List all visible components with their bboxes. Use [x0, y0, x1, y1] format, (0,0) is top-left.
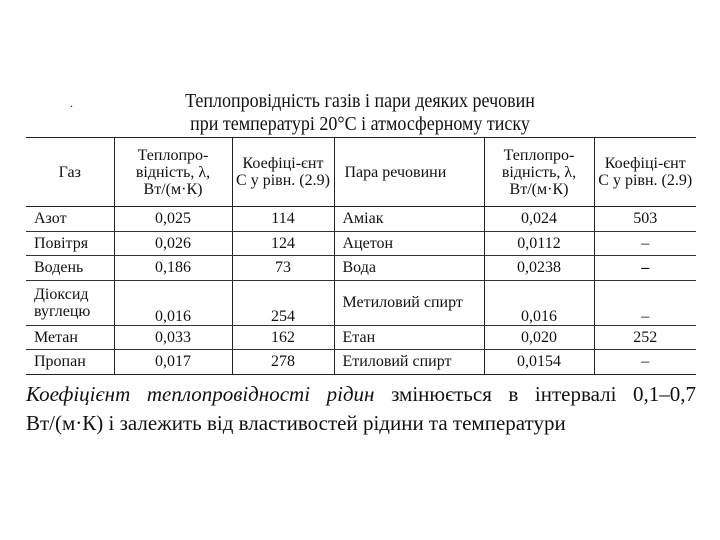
gas-name: Метан — [26, 325, 114, 350]
vapor-conductivity: 0,0154 — [484, 350, 594, 375]
title-line-1: Теплопровідність газів і пари деяких речовин — [185, 90, 535, 112]
vapor-conductivity: 0,024 — [484, 207, 594, 232]
vapor-name: Вода — [334, 256, 484, 281]
paragraph-text: змінюється в інтервалі 0,1–0,7 Вт/(м·К) і залежить від властивостей рідини та температури — [26, 382, 696, 435]
vapor-conductivity: 0,0112 — [484, 231, 594, 256]
body-paragraph — [26, 380, 696, 438]
gas-name: Водень — [26, 256, 114, 281]
gas-coefficient: 124 — [232, 231, 334, 256]
gas-coefficient: 114 — [232, 207, 334, 232]
gas-conductivity: 0,026 — [114, 231, 232, 256]
vapor-coefficient: – — [594, 231, 696, 256]
vapor-conductivity: 0,016 — [484, 280, 594, 325]
gas-conductivity: 0,033 — [114, 325, 232, 350]
gas-coefficient: 162 — [232, 325, 334, 350]
vapor-coefficient: 252 — [594, 325, 696, 350]
gas-coefficient: 254 — [232, 280, 334, 325]
gas-name: Пропан — [26, 350, 114, 375]
vapor-name: Аміак — [334, 207, 484, 232]
vapor-conductivity: 0,0238 — [484, 256, 594, 281]
vapor-name: Етан — [334, 325, 484, 350]
gas-name: Повітря — [26, 231, 114, 256]
table-row — [26, 350, 696, 375]
gas-name: Діоксид вуглецю — [26, 280, 114, 325]
header-conductivity-gas: Теплопро-відність, λ, Вт/(м·К) — [114, 138, 232, 207]
table-header-row — [26, 138, 696, 207]
header-conductivity-vapor: Теплопро-відність, λ, Вт/(м·К) — [484, 138, 594, 207]
vapor-name: Метиловий спирт — [334, 280, 484, 325]
gas-coefficient: 278 — [232, 350, 334, 375]
vapor-coefficient: – — [594, 280, 696, 325]
vapor-name: Ацетон — [334, 231, 484, 256]
gas-conductivity: 0,016 — [114, 280, 232, 325]
table-row — [26, 325, 696, 350]
conductivity-table — [26, 137, 696, 375]
table-row — [26, 231, 696, 256]
table-row — [26, 207, 696, 232]
gas-conductivity: 0,186 — [114, 256, 232, 281]
vapor-coefficient: 503 — [594, 207, 696, 232]
vapor-name: Етиловий спирт — [334, 350, 484, 375]
gas-coefficient: 73 — [232, 256, 334, 281]
vapor-conductivity: 0,020 — [484, 325, 594, 350]
header-coefficient-gas: Коефіці-єнт С у рівн. (2.9) — [232, 138, 334, 207]
vapor-coefficient: – — [594, 256, 696, 281]
header-coefficient-vapor: Коефіці-єнт С у рівн. (2.9) — [594, 138, 696, 207]
header-vapor: Пара речовини — [334, 138, 484, 207]
table-title — [36, 90, 684, 136]
gas-name: Азот — [26, 207, 114, 232]
table-row — [26, 280, 696, 325]
vapor-coefficient: – — [594, 350, 696, 375]
gas-conductivity: 0,025 — [114, 207, 232, 232]
stray-dot: . — [70, 96, 73, 110]
table-row — [26, 256, 696, 281]
header-gas: Газ — [26, 138, 114, 207]
paragraph-term: Коефіцієнт теплопровідності рідин — [26, 382, 375, 406]
title-line-2: при температурі 20°С і атмосферному тиску — [190, 113, 530, 135]
gas-conductivity: 0,017 — [114, 350, 232, 375]
